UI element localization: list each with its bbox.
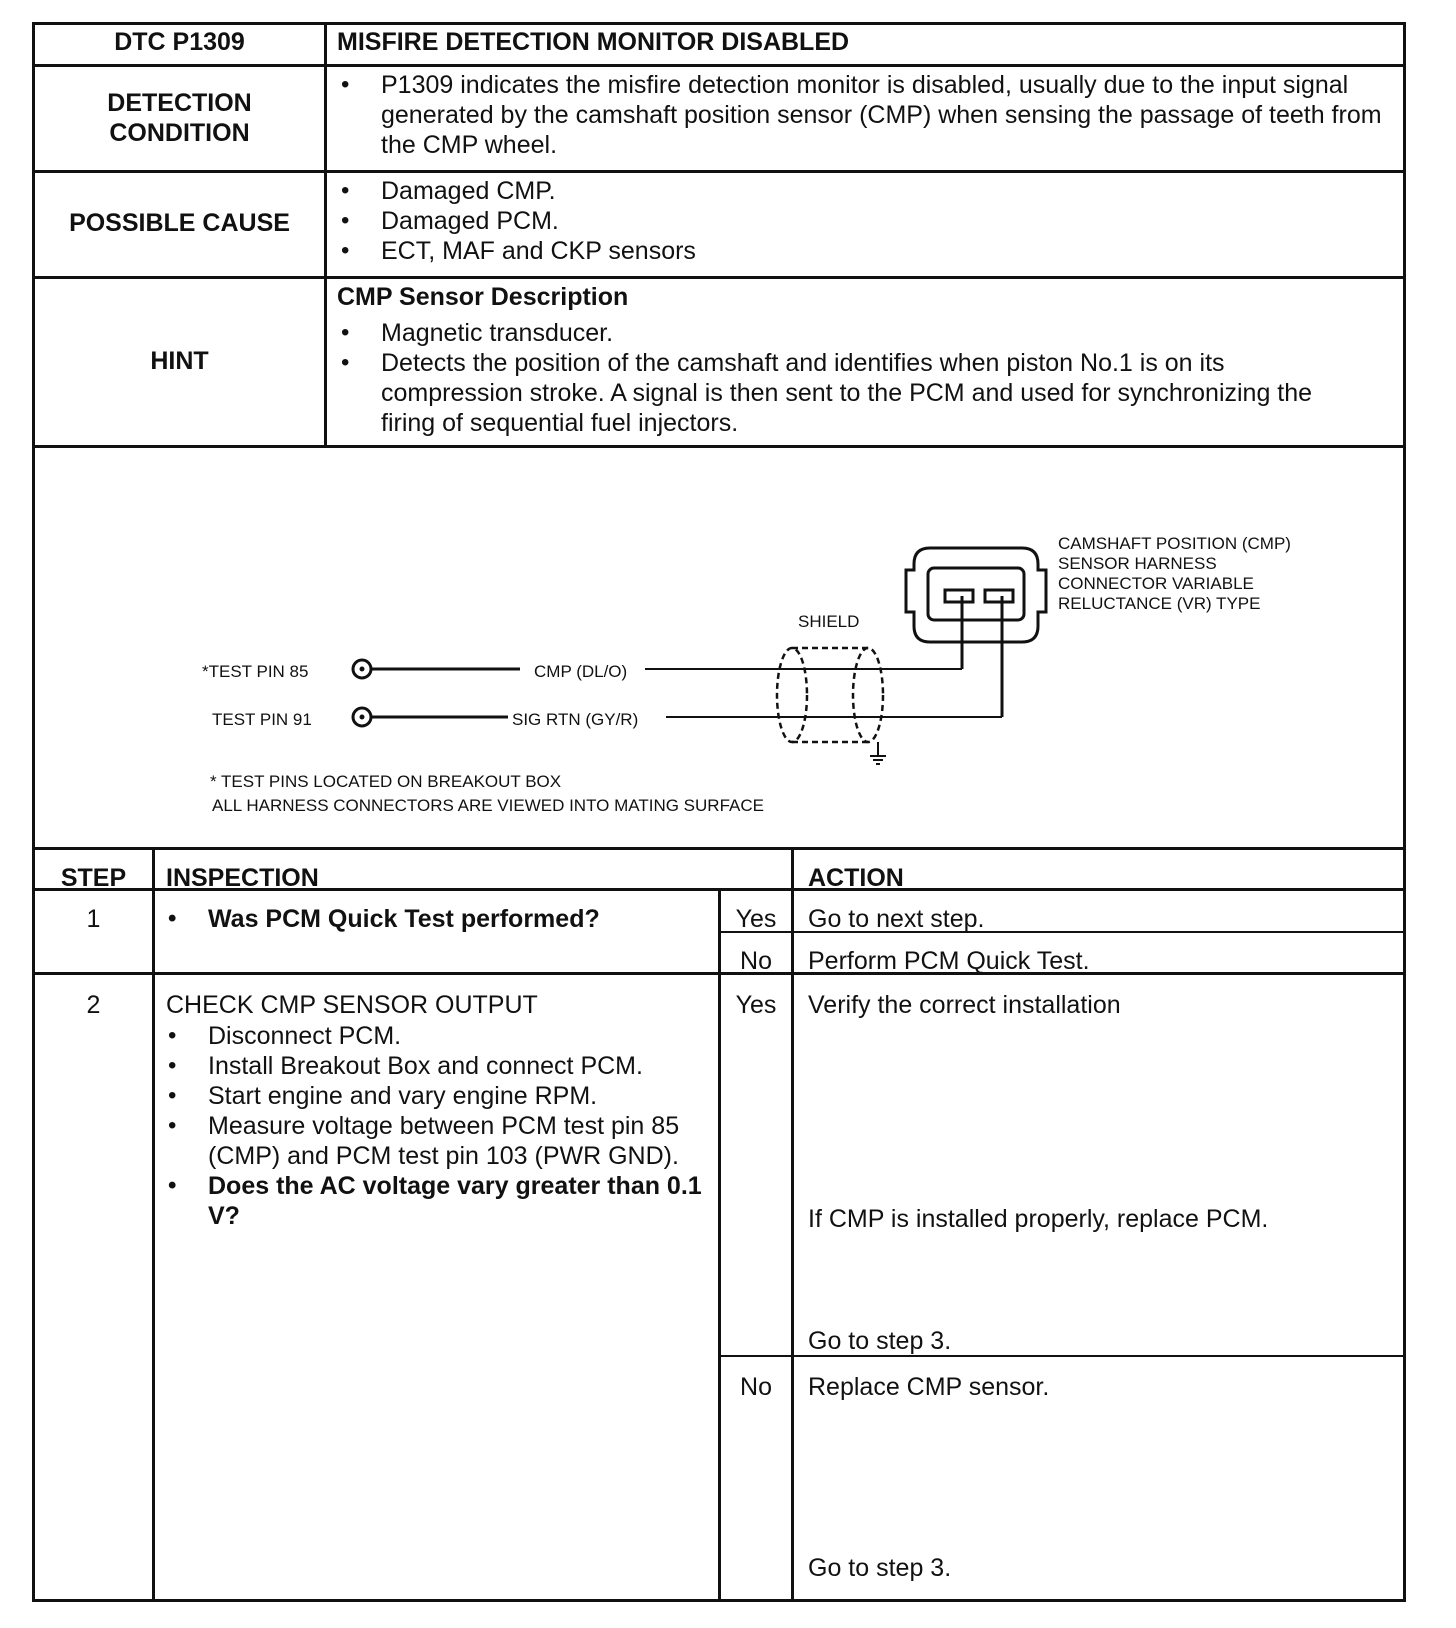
list-item: • Detects the position of the camshaft and identifies when piston No.1 is on its compression stroke. A signal is then sent to the PCM and used for synchronizing the firing of sequential fuel injectors.: [337, 348, 1357, 438]
step-1-question: • Was PCM Quick Test performed?: [164, 904, 714, 934]
shield-label: SHIELD: [798, 612, 860, 631]
hint-label: HINT: [150, 347, 209, 375]
step-1-inspection: [164, 904, 714, 934]
diagram-note: * TEST PINS LOCATED ON BREAKOUT BOX: [210, 772, 562, 791]
list-item: • Measure voltage between PCM test pin 85 (CMP) and PCM test pin 103 (PWR GND).: [164, 1111, 704, 1171]
col-action-header: ACTION: [808, 864, 904, 892]
connector-pin-icon: [985, 590, 1013, 602]
list-item: • ECT, MAF and CKP sensors: [337, 236, 1387, 266]
list-item: • Damaged CMP.: [337, 176, 1387, 206]
step-1-yes: Yes: [735, 905, 777, 933]
step-2-yes-action: If CMP is installed properly, replace PCM.: [808, 1205, 1269, 1233]
list-item: • Magnetic transducer.: [337, 318, 1357, 348]
list-item: • Damaged PCM.: [337, 206, 1387, 236]
diagram-note: ALL HARNESS CONNECTORS ARE VIEWED INTO MATING SURFACE: [212, 796, 764, 815]
connector-pin-icon: [945, 590, 973, 602]
step-2-no-action: Replace CMP sensor.: [808, 1373, 1050, 1401]
step-2-heading: CHECK CMP SENSOR OUTPUT: [166, 991, 538, 1019]
dtc-code: DTC P1309: [114, 28, 245, 56]
col-step-header: STEP: [60, 864, 127, 892]
shield-icon: [777, 648, 883, 742]
wire-cmp-label: CMP (DL/O): [534, 662, 628, 681]
connector-label: CAMSHAFT POSITION (CMP) SENSOR HARNESS CONNECTOR VARIABLE RELUCTANCE (VR) TYPE: [1058, 534, 1291, 613]
step-2-yes-action: Verify the correct installation: [808, 991, 1121, 1019]
step-2-number: 2: [86, 991, 101, 1019]
step-1-yes-action: Go to next step.: [808, 905, 985, 933]
step-2-yes-action: Go to step 3.: [808, 1327, 952, 1355]
step-2-inspection-list: [164, 1021, 704, 1231]
hint-heading: CMP Sensor Description: [337, 283, 629, 311]
step-2-no: No: [740, 1373, 772, 1401]
possible-cause-label: POSSIBLE CAUSE: [69, 209, 290, 237]
dtc-title: MISFIRE DETECTION MONITOR DISABLED: [337, 28, 850, 56]
list-item: • Disconnect PCM.: [164, 1021, 704, 1051]
step-1-number: 1: [86, 905, 101, 933]
test-pin-91-label: TEST PIN 91: [212, 710, 312, 729]
step-2-yes: Yes: [735, 991, 777, 1019]
connector-inner-icon: [928, 568, 1024, 620]
step-2-no-action: Go to step 3.: [808, 1554, 952, 1582]
step-2-question: • Does the AC voltage vary greater than 0.1 V?: [164, 1171, 704, 1231]
detection-label: DETECTION CONDITION: [107, 89, 252, 147]
step-1-no-action: Perform PCM Quick Test.: [808, 947, 1090, 975]
list-item: • Install Breakout Box and connect PCM.: [164, 1051, 704, 1081]
wire-sig-rtn-label: SIG RTN (GY/R): [512, 710, 639, 729]
step-1-no: No: [740, 947, 772, 975]
list-item: • Start engine and vary engine RPM.: [164, 1081, 704, 1111]
list-item: • P1309 indicates the misfire detection monitor is disabled, usually due to the input signal generated by the camshaft position sensor (CMP) when sensing the passage of teeth from the CMP wheel.: [337, 70, 1387, 160]
test-pin-85-label: *TEST PIN 85: [202, 662, 309, 681]
col-inspection-header: INSPECTION: [166, 864, 319, 892]
